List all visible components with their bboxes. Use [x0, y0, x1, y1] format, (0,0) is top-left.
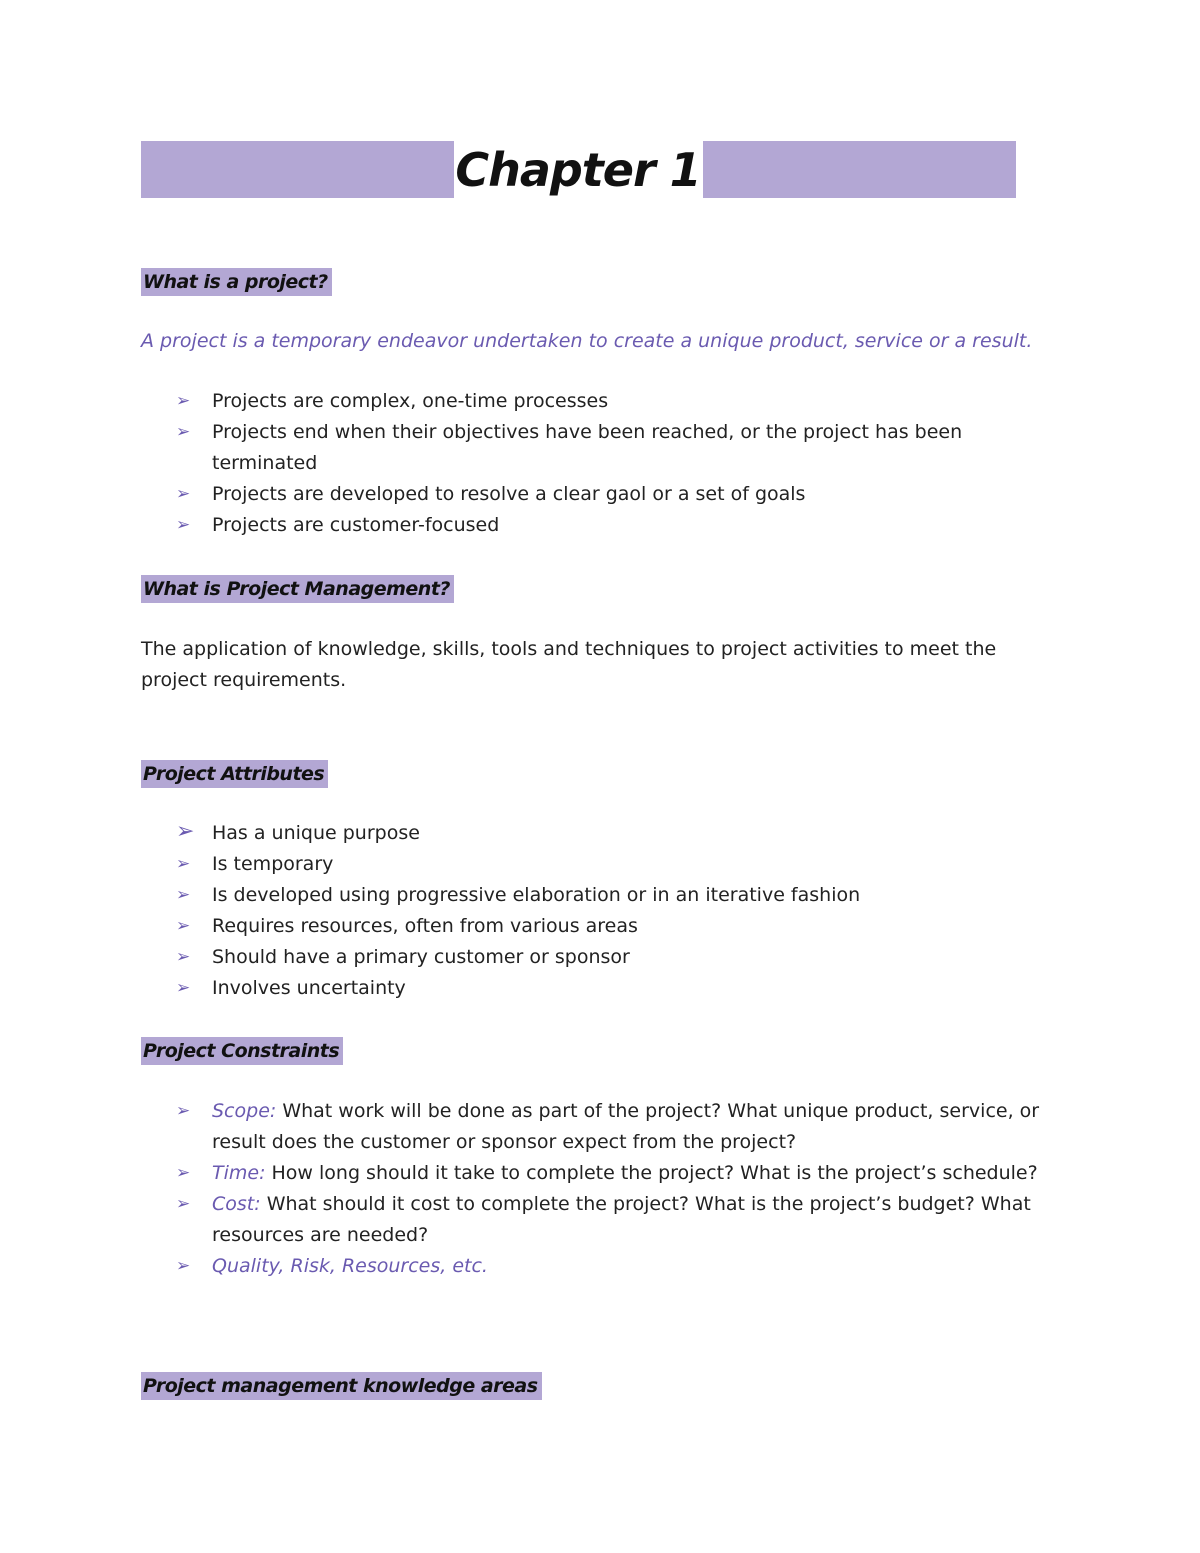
list-item-text: Is temporary [212, 853, 334, 875]
heading-knowledge-areas: Project management knowledge areas [141, 1372, 542, 1400]
list-item [176, 818, 1056, 849]
list-item [176, 973, 1056, 1004]
heading-project-attributes: Project Attributes [141, 760, 328, 788]
arrow-bullet-icon: ➢ [176, 515, 191, 535]
list-item-text: Projects end when their objectives have been reached, or the project has been terminated [212, 421, 963, 474]
arrow-bullet-icon: ➢ [176, 391, 191, 411]
constraint-text: What should it cost to complete the project? What is the project’s budget? What resources are needed? [212, 1193, 1031, 1246]
pm-definition: The application of knowledge, skills, tools and techniques to project activities to meet the project requirements. [141, 638, 997, 691]
constraint-term-scope: Scope: [212, 1100, 277, 1122]
list-item-text: Has a unique purpose [212, 822, 420, 844]
project-definition: A project is a temporary endeavor undertaken to create a unique product, service or a result. [141, 330, 1033, 352]
list-item [176, 849, 1056, 880]
list-item [176, 386, 1056, 417]
list-item-text: Projects are complex, one-time processes [212, 390, 609, 412]
attribute-bullets [176, 818, 1056, 1004]
list-item [176, 1158, 1056, 1189]
title-bar-right [703, 141, 1016, 198]
arrow-bullet-icon: ➢ [176, 1101, 191, 1121]
list-item-text: Involves uncertainty [212, 977, 406, 999]
heading-project-constraints: Project Constraints [141, 1037, 343, 1065]
list-item-text: Requires resources, often from various areas [212, 915, 638, 937]
list-item [176, 880, 1056, 911]
list-item [176, 1096, 1056, 1158]
list-item [176, 510, 1056, 541]
arrow-bullet-icon: ➢ [176, 916, 191, 936]
arrow-bullet-icon: ➢ [176, 978, 191, 998]
title-bar-left [141, 141, 454, 198]
arrow-bullet-icon: ➢ [176, 1194, 191, 1214]
constraint-text: What work will be done as part of the project? What unique product, service, or result does the customer or sponsor expect from the project? [212, 1100, 1040, 1153]
project-bullets [176, 386, 1056, 541]
constraint-term-cost: Cost: [212, 1193, 261, 1215]
arrow-bullet-icon: ➢ [176, 422, 191, 442]
list-item [176, 479, 1056, 510]
list-item-text: Should have a primary customer or sponsor [212, 946, 630, 968]
arrow-bullet-icon: ➢ [176, 484, 191, 504]
list-item-text: Projects are developed to resolve a clear gaol or a set of goals [212, 483, 806, 505]
list-item [176, 417, 1056, 479]
arrow-bullet-icon: ➢ [176, 854, 191, 874]
arrow-bullet-icon: ➢ [176, 885, 191, 905]
arrow-bullet-icon: ➢ [176, 1256, 191, 1276]
list-item [176, 942, 1056, 973]
list-item-text: Projects are customer-focused [212, 514, 500, 536]
heading-what-is-project: What is a project? [141, 268, 332, 296]
constraint-text: How long should it take to complete the project? What is the project’s schedule? [265, 1162, 1038, 1184]
arrow-bullet-icon: ➢ [176, 819, 195, 844]
chapter-title: Chapter 1 [455, 143, 701, 197]
list-item [176, 911, 1056, 942]
arrow-bullet-icon: ➢ [176, 1163, 191, 1183]
constraint-bullets [176, 1096, 1056, 1282]
arrow-bullet-icon: ➢ [176, 947, 191, 967]
list-item-text: Is developed using progressive elaboration or in an iterative fashion [212, 884, 861, 906]
list-item [176, 1189, 1056, 1251]
constraint-term-time: Time: [212, 1162, 266, 1184]
constraint-other: Quality, Risk, Resources, etc. [212, 1255, 488, 1277]
list-item [176, 1251, 1056, 1282]
heading-what-is-pm: What is Project Management? [141, 575, 454, 603]
